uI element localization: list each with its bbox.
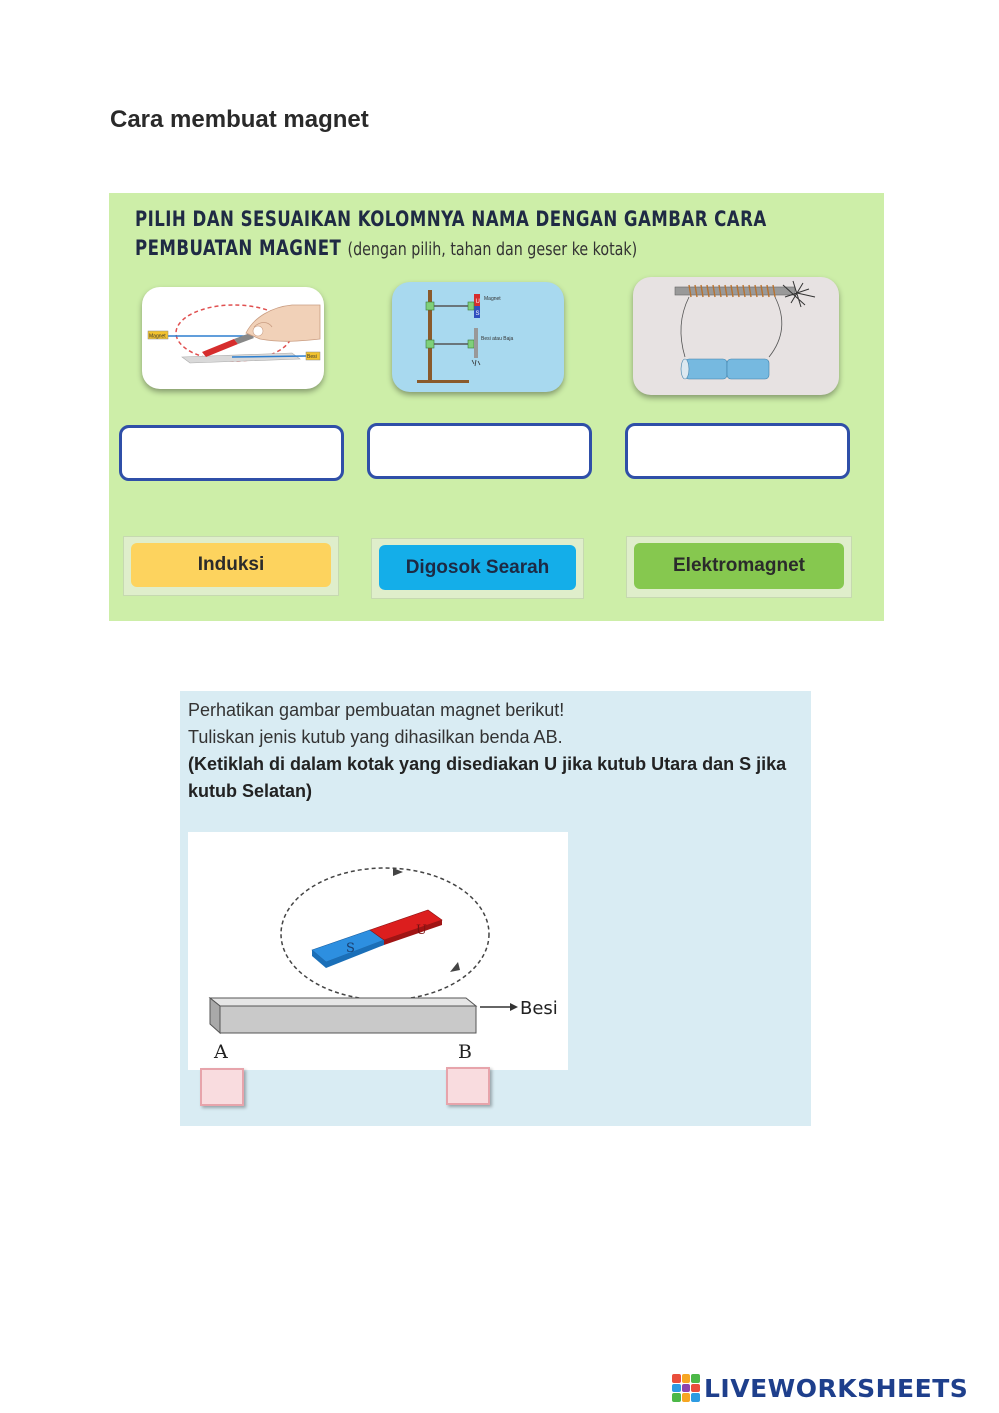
drop-box-1[interactable] — [119, 425, 344, 481]
logo-mark-icon — [672, 1374, 700, 1402]
answer-box-a[interactable] — [200, 1068, 244, 1106]
figure-a-label: A — [214, 1041, 228, 1063]
drop-box-2[interactable] — [367, 423, 592, 479]
induction-stand-image — [392, 282, 564, 392]
besi-tag: Besi — [307, 354, 317, 360]
stand-besi-label: Besi atau Baja — [481, 336, 514, 342]
figure-u-label: U — [416, 923, 427, 938]
figure-besi-label: Besi — [520, 998, 558, 1019]
question-line-3: (Ketiklah di dalam kotak yang disediakan U jika kutub Utara dan S jika — [188, 754, 787, 774]
figure-s-label: S — [346, 941, 355, 956]
question-line-1: Perhatikan gambar pembuatan magnet berikut! — [188, 700, 565, 720]
question-line-4: kutub Selatan) — [188, 781, 313, 801]
pole-question-panel — [180, 691, 811, 1126]
stand-magnet-label: Magnet — [484, 296, 501, 302]
choice-slot-1 — [123, 536, 339, 596]
figure-b-label: B — [458, 1041, 472, 1063]
magnet-tag: Magnet — [149, 333, 166, 340]
choice-digosok-searah[interactable]: Digosok Searah — [379, 545, 576, 590]
instruction-line-2: PEMBUATAN MAGNET — [135, 236, 342, 260]
answer-box-b[interactable] — [446, 1067, 490, 1105]
stand-u-label: U — [475, 299, 480, 305]
matching-activity-panel — [109, 193, 884, 621]
choice-slot-2 — [371, 538, 584, 599]
instruction-line-1: PILIH DAN SESUAIKAN KOLOMNYA NAMA DENGAN GAMBAR CARA — [135, 207, 767, 231]
activity-instructions — [135, 205, 865, 264]
instruction-hint: (dengan pilih, tahan dan geser ke kotak) — [347, 239, 638, 260]
liveworksheets-logo — [672, 1372, 968, 1404]
choice-slot-3 — [626, 536, 852, 598]
magnet-stroking-figure — [188, 832, 568, 1070]
stroking-magnet-image — [142, 287, 324, 389]
drop-box-3[interactable] — [625, 423, 850, 479]
stand-s-label: S — [475, 311, 480, 317]
choice-elektromagnet[interactable]: Elektromagnet — [634, 543, 844, 589]
choice-induksi[interactable]: Induksi — [131, 543, 331, 587]
page-title: Cara membuat magnet — [110, 106, 369, 133]
electromagnet-coil-image — [633, 277, 839, 395]
question-line-2: Tuliskan jenis kutub yang dihasilkan benda AB. — [188, 727, 563, 747]
brand-name: LIVEWORKSHEETS — [704, 1373, 969, 1403]
